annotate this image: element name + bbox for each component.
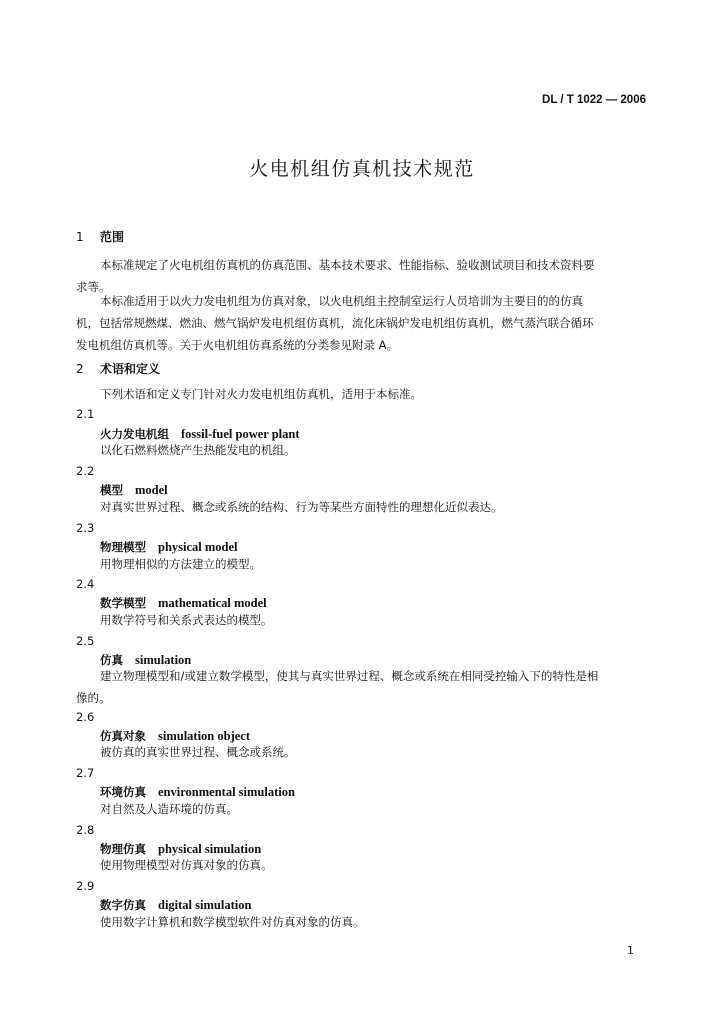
term-zh: 物理模型 <box>100 540 146 554</box>
text-line: 机，包括常规燃煤、燃油、燃气锅炉发电机组仿真机，流化床锅炉发电机组仿真机，燃气蒸汽联合循环 <box>76 316 594 330</box>
term-zh: 火力发电机组 <box>100 427 169 441</box>
term-definition <box>100 798 642 820</box>
term-en: digital simulation <box>158 898 252 912</box>
scope-paragraph <box>76 290 642 356</box>
term-zh: 物理仿真 <box>100 842 146 856</box>
section-number: 2 <box>76 362 84 376</box>
term-en: simulation object <box>158 729 251 743</box>
term-zh: 仿真对象 <box>100 729 146 743</box>
page-title: 火电机组仿真机技术规范 <box>249 158 475 180</box>
text-line: 下列术语和定义专门针对火力发电机组仿真机，适用于本标准。 <box>100 387 422 401</box>
term-number: 2.2 <box>76 464 95 478</box>
term-number: 2.5 <box>76 634 95 648</box>
term-zh: 仿真 <box>100 653 123 667</box>
document-code: DL / T 1022 — 2006 <box>542 94 646 106</box>
text-line: 对真实世界过程、概念或系统的结构、行为等某些方面特性的理想化近似表达。 <box>100 500 503 514</box>
text-line: 对自然及人造环境的仿真。 <box>100 802 238 816</box>
section-heading <box>76 360 160 377</box>
term-zh: 数学模型 <box>100 596 146 610</box>
term-en: fossil-fuel power plant <box>181 427 300 441</box>
text-line: 本标准适用于以火力发电机组为仿真对象，以火电机组主控制室运行人员培训为主要目的的仿真 <box>100 294 583 308</box>
text-line: 用数学符号和关系式表达的模型。 <box>100 613 273 627</box>
term-en: physical simulation <box>158 842 262 856</box>
text-line: 求等。 <box>76 280 111 294</box>
text-line: 像的。 <box>76 691 111 705</box>
term-number: 2.9 <box>76 879 95 893</box>
term-en: physical model <box>158 540 238 554</box>
term-zh: 数字仿真 <box>100 898 146 912</box>
term-zh: 环境仿真 <box>100 785 146 799</box>
page-number: 1 <box>627 944 634 957</box>
text-line: 建立物理模型和/或建立数学模型，使其与真实世界过程、概念或系统在相同受控输入下的特性是相 <box>100 669 599 683</box>
text-line: 使用数字计算机和数学模型软件对仿真对象的仿真。 <box>100 915 365 929</box>
term-definition <box>100 609 642 631</box>
text-line: 使用物理模型对仿真对象的仿真。 <box>100 858 273 872</box>
term-en: simulation <box>135 653 192 667</box>
term-definition <box>100 854 642 876</box>
term-number: 2.4 <box>76 577 95 591</box>
text-line: 以化石燃料燃烧产生热能发电的机组。 <box>100 443 296 457</box>
definitions-intro <box>76 383 642 405</box>
text-line: 本标准规定了火电机组仿真机的仿真范围、基本技术要求、性能指标、验收测试项目和技术资料要 <box>100 258 595 272</box>
term-zh: 模型 <box>100 483 123 497</box>
text-line: 用物理相似的方法建立的模型。 <box>100 557 261 571</box>
term-definition <box>76 665 642 709</box>
section-title: 范围 <box>100 230 125 244</box>
term-definition <box>100 741 642 763</box>
section-title: 术语和定义 <box>100 362 161 376</box>
term-number: 2.3 <box>76 521 95 535</box>
term-number: 2.7 <box>76 766 95 780</box>
term-number: 2.6 <box>76 710 95 724</box>
section-heading <box>76 228 124 245</box>
term-definition <box>100 911 642 933</box>
term-en: environmental simulation <box>158 785 295 799</box>
term-definition <box>100 553 642 575</box>
section-number: 1 <box>76 230 84 244</box>
text-line: 被仿真的真实世界过程、概念或系统。 <box>100 745 296 759</box>
term-en: mathematical model <box>158 596 267 610</box>
term-number: 2.8 <box>76 823 95 837</box>
term-definition <box>100 496 642 518</box>
term-definition <box>100 439 642 461</box>
term-en: model <box>135 483 168 497</box>
text-line: 发电机组仿真机等。关于火电机组仿真系统的分类参见附录 A。 <box>76 338 399 352</box>
term-number: 2.1 <box>76 407 95 421</box>
